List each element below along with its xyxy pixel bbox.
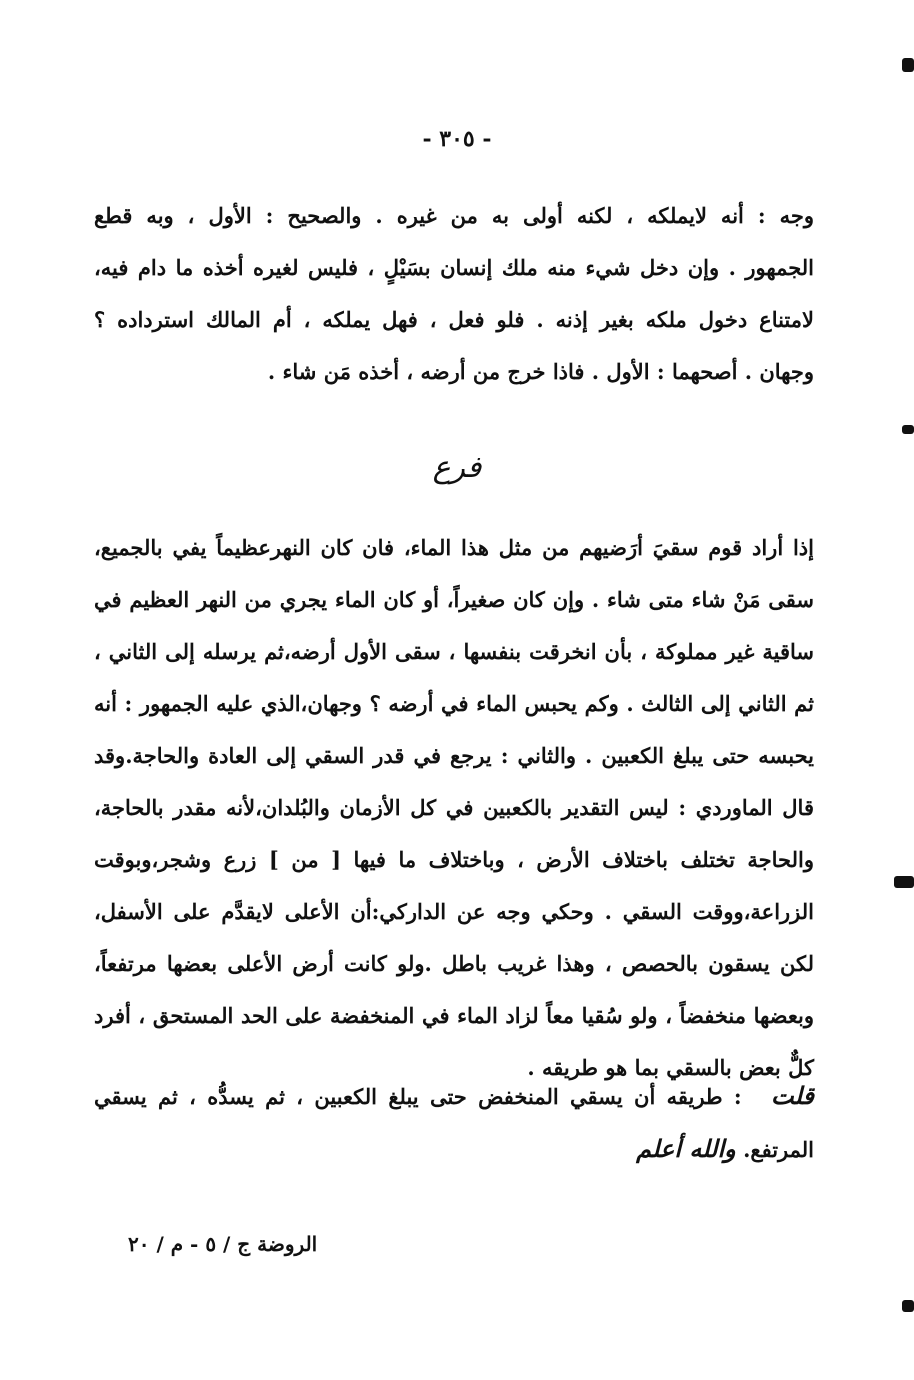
paragraph-3-text-end: المرتفع. bbox=[743, 1137, 814, 1162]
paragraph-1-line: لامتناع دخول ملكه بغير إذنه . فلو فعل ، فهل يملكه ، أم المالك استرداده ؟ bbox=[94, 307, 814, 332]
paragraph-2-line: ثم الثاني إلى الثالث . وكم يحبس الماء في أرضه ؟ وجهان،الذي عليه الجمهور : أنه bbox=[94, 691, 814, 716]
signature-footer: الروضة ج / ٥ - م / ٢٠ bbox=[128, 1232, 318, 1256]
closing-phrase: والله أعلم bbox=[636, 1134, 736, 1163]
section-heading: فرع bbox=[432, 450, 482, 485]
paragraph-2-line: إذا أراد قوم سقيَ أرَضيهم من مثل هذا الماء، فان كان النهرعظيماً يفي بالجميع، bbox=[94, 535, 814, 560]
paragraph-3-line bbox=[94, 1070, 814, 1123]
paragraph-2-line: سقى مَنْ شاء متى شاء . وإن كان صغيراً، أو كان الماء يجري من النهر العظيم في bbox=[94, 587, 814, 612]
paragraph-2-line: ساقية غير مملوكة ، بأن انخرقت بنفسها ، سقى الأول أرضه،ثم يرسله إلى الثاني ، bbox=[94, 639, 814, 664]
paragraph-2-line: والحاجة تختلف باختلاف الأرض ، وباختلاف ما فيها [ من ] زرع وشجر،وبوقت bbox=[94, 847, 814, 872]
paragraph-2 bbox=[94, 522, 814, 1094]
margin-mark bbox=[894, 876, 914, 888]
margin-mark bbox=[902, 1300, 914, 1312]
margin-mark bbox=[902, 58, 914, 72]
paragraph-2-line: يحبسه حتى يبلغ الكعبين . والثاني : يرجع في قدر السقي إلى العادة والحاجة.وقد bbox=[94, 743, 814, 768]
paragraph-2-line: الزراعة،ووقت السقي . وحكي وجه عن الداركي:أن الأعلى لايقدَّم على الأسفل، bbox=[94, 899, 814, 924]
paragraph-3-text: : طريقه أن يسقي المنخفض حتى يبلغ الكعبين ، ثم يسدُّه ، ثم يسقي bbox=[94, 1084, 742, 1109]
qult-label: قلت bbox=[771, 1081, 815, 1110]
paragraph-1 bbox=[94, 190, 814, 398]
paragraph-1-line: وجه : أنه لايملكه ، لكنه أولى به من غيره . والصحيح : الأول ، وبه قطع bbox=[94, 203, 814, 228]
paragraph-2-line: لكن يسقون بالحصص ، وهذا غريب باطل .ولو كانت أرض الأعلى بعضها مرتفعاً، bbox=[94, 951, 814, 976]
paragraph-2-line: كلٌّ بعض بالسقي بما هو طريقه . bbox=[527, 1055, 814, 1080]
paragraph-2-line: وبعضها منخفضاً ، ولو سُقيا معاً لزاد الماء في المنخفضة على الحد المستحق ، أفرد bbox=[94, 1003, 814, 1028]
paragraph-1-line: الجمهور . وإن دخل شيء منه ملك إنسان بسَيْلٍ ، فليس لغيره أخذه ما دام فيه، bbox=[94, 255, 814, 280]
paragraph-2-line: قال الماوردي : ليس التقدير بالكعبين في كل الأزمان والبُلدان،لأنه مقدر بالحاجة، bbox=[94, 795, 814, 820]
paragraph-3-line bbox=[94, 1123, 814, 1176]
page-number: - ٣٠٥ - bbox=[422, 126, 492, 152]
paragraph-1-line: وجهان . أصحهما : الأول . فاذا خرج من أرضه ، أخذه مَن شاء . bbox=[267, 359, 814, 384]
margin-mark bbox=[902, 425, 914, 434]
paragraph-3 bbox=[94, 1070, 814, 1176]
